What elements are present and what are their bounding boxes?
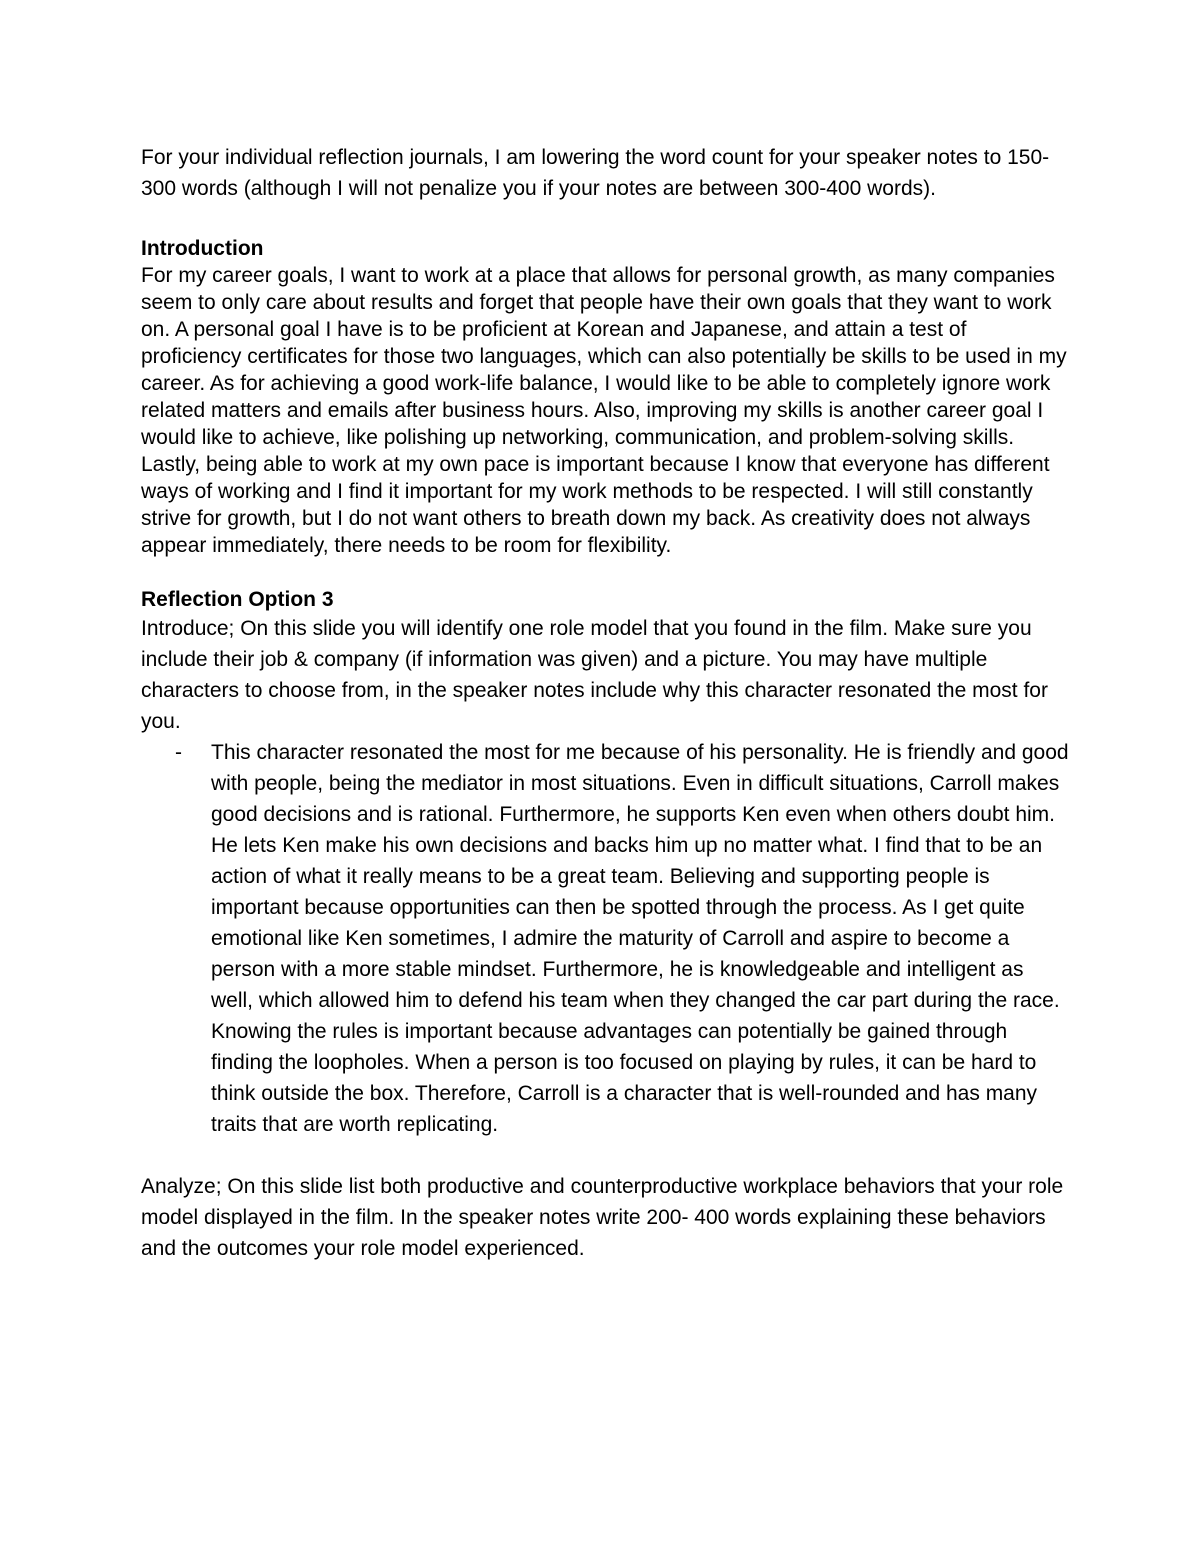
introduce-paragraph: Introduce; On this slide you will identify one role model that you found in the film. Make sure you include their job & company (if information was given) and a picture. You may have multiple characters to choose from, in the speaker notes include why this character resonated the most for you.	[141, 617, 1048, 733]
introduction-paragraph: For my career goals, I want to work at a place that allows for personal growth, as many companies seem to only care about results and forget that people have their own goals that they want to work on. A personal goal I have is to be proficient at Korean and Japanese, and attain a test of proficiency certificates for those two languages, which can also potentially be skills to be used in my career. As for achieving a good work-life balance, I would like to be able to completely ignore work related matters and emails after business hours. Also, improving my skills is another career goal I would like to achieve, like polishing up networking, communication, and problem-solving skills. Lastly, being able to work at my own pace is important because I know that everyone has different ways of working and I find it important for my work methods to be respected. I will still constantly strive for growth, but I do not want others to breath down my back. As creativity does not always appear immediately, there needs to be room for flexibility.	[141, 264, 1067, 557]
analyze-paragraph: Analyze; On this slide list both productive and counterproductive workplace behaviors that your role model displayed in the film. In the speaker notes write 200- 400 words explaining these behaviors and the outcomes your role model experienced.	[141, 1175, 1064, 1260]
bullet-text: This character resonated the most for me because of his personality. He is friendly and good with people, being the mediator in most situations. Even in difficult situations, Carroll makes good decisions and is rational. Furthermore, he supports Ken even when others doubt him. He lets Ken make his own decisions and backs him up no matter what. I find that to be an action of what it really means to be a great team. Believing and supporting people is important because opportunities can then be spotted through the process. As I get quite emotional like Ken sometimes, I admire the maturity of Carroll and aspire to become a person with a more stable mindset. Furthermore, he is knowledgeable and intelligent as well, which allowed him to defend his team when they changed the car part during the race. Knowing the rules is important because advantages can potentially be gained through finding the loopholes. When a person is too focused on playing by rules, it can be hard to think outside the box. Therefore, Carroll is a character that is well-rounded and has many traits that are worth replicating.	[211, 741, 1069, 1136]
paragraph-spacer	[141, 1140, 1071, 1171]
reflection-heading: Reflection Option 3	[141, 588, 334, 611]
document-page	[141, 142, 1071, 1264]
introduction-heading: Introduction	[141, 237, 264, 260]
bullet-list	[141, 737, 1071, 1140]
opening-paragraph: For your individual reflection journals, I am lowering the word count for your speaker notes to 150-300 words (although I will not penalize you if your notes are between 300-400 words).	[141, 146, 1050, 200]
list-item	[141, 737, 1071, 1140]
bullet-marker: -	[175, 741, 182, 764]
